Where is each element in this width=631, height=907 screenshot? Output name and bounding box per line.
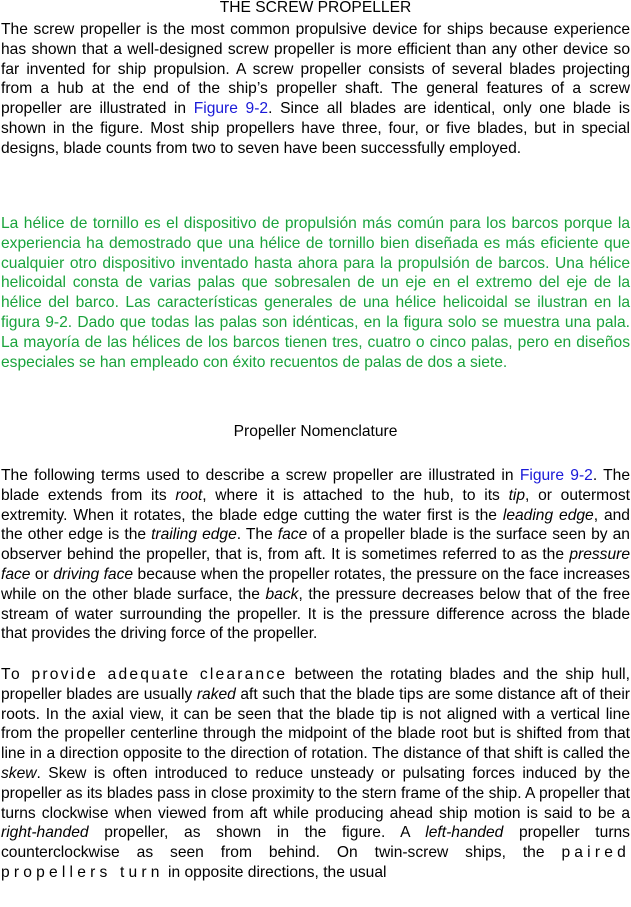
text: . The: [236, 526, 273, 544]
term-tip: tip: [508, 486, 526, 504]
term-root: root: [175, 486, 203, 504]
text: The following terms used to describe a screw propeller are illustrated in: [1, 467, 514, 484]
term-face: face: [277, 526, 308, 544]
text: . Skew is often introduced to reduce unsteady or pulsating forces induced by the propeller as its blades pass in close proximity to the stern frame of the ship. A propeller that turns clockwise when viewed from aft while producing ahead ship motion is said to be a: [1, 764, 630, 822]
text: between the rotating blades and the ship hull, propeller blades are usually: [1, 666, 630, 703]
text: To provide adequate clearance: [1, 666, 288, 683]
text: , the pressure decreases below that of the free stream of water surrounding the propeller. It is the pressure difference across the blade that provides the driving force of the propeller.: [1, 585, 631, 643]
text: , or outermost extremity. When it rotates, the blade edge cutting the water first is the: [1, 486, 630, 524]
term-leading-edge: leading edge: [502, 506, 594, 524]
text: . The blade extends from its: [1, 467, 631, 504]
rake-skew-paragraph: [1, 665, 630, 883]
figure-link[interactable]: Figure 9-2: [193, 100, 269, 118]
nomenclature-paragraph: [1, 466, 630, 644]
text: propeller, as shown in the figure. A: [104, 824, 410, 842]
section-heading: Propeller Nomenclature: [233, 423, 398, 440]
text: or: [34, 565, 49, 583]
term-trailing-edge: trailing edge: [151, 526, 237, 544]
term-raked: raked: [196, 685, 236, 703]
text: . Since all blades are identical, only one blade is shown in the figure. Most ship propellers have three, four, or five blades, but in special designs, blade counts from two to seven have been successfully employed.: [1, 100, 630, 157]
text: in opposite directions, the usual: [168, 863, 387, 881]
text: aft such that the blade tips are some distance aft of their roots. In the axial view, it can be seen that the blade tip is not aligned with a vertical line from the propeller centerline through the midpoint of the blade root but is shifted from that line in a direction opposite to the direction of rotation. The distance of that shift is called the: [1, 685, 630, 763]
figure-link[interactable]: Figure 9-2: [519, 467, 593, 484]
text: paired propellers turn: [1, 844, 630, 881]
term-pressure-face: pressure face: [1, 546, 630, 583]
text: propeller turns counterclockwise as seen from behind. On twin-screw ships, the: [1, 824, 630, 862]
text: The screw propeller is the most common propulsive device for ships because experience has shown that a well-designed screw propeller is more efficient than any other device so far invented for ship propulsion. A screw propeller consists of several blades projecting from a hub at the end of the ship’s propeller shaft. The general features of a screw propeller are illustrated in: [1, 21, 630, 118]
document-title: THE SCREW PROPELLER: [219, 0, 412, 16]
text: because when the propeller rotates, the pressure on the face increases while on the other blade surface, the: [1, 565, 630, 603]
intro-paragraph: [1, 20, 630, 159]
text: , and the other edge is the: [1, 506, 630, 544]
term-right-handed: right-handed: [1, 824, 89, 842]
term-left-handed: left-handed: [425, 824, 504, 842]
text: of a propeller blade is the surface seen by an observer behind the propeller, that is, from aft. It is sometimes referred to as the: [1, 526, 630, 564]
text: , where it is attached to the hub, to its: [202, 486, 500, 504]
spanish-paragraph: La hélice de tornillo es el dispositivo de propulsión más común para los barcos porque la experiencia ha demostrado que una hélice de tornillo bien diseñada es más eficiente que cualquier otro dispositivo inventado hasta ahora para la propulsión de barcos. Una hélice helicoidal consta de varias palas que sobresalen de un eje en el extremo del eje de la hélice del barco. Las características generales de una hélice helicoidal se ilustran en la figura 9-2. Dado que todas las palas son idénticas, en la figura solo se muestra una pala. La mayoría de las hélices de los barcos tienen tres, cuatro o cinco palas, pero en diseños especiales se han empleado con éxito recuentos de palas de dos a siete.: [1, 215, 630, 371]
term-skew: skew: [1, 764, 37, 782]
term-back: back: [265, 585, 299, 603]
term-driving-face: driving face: [53, 565, 134, 583]
